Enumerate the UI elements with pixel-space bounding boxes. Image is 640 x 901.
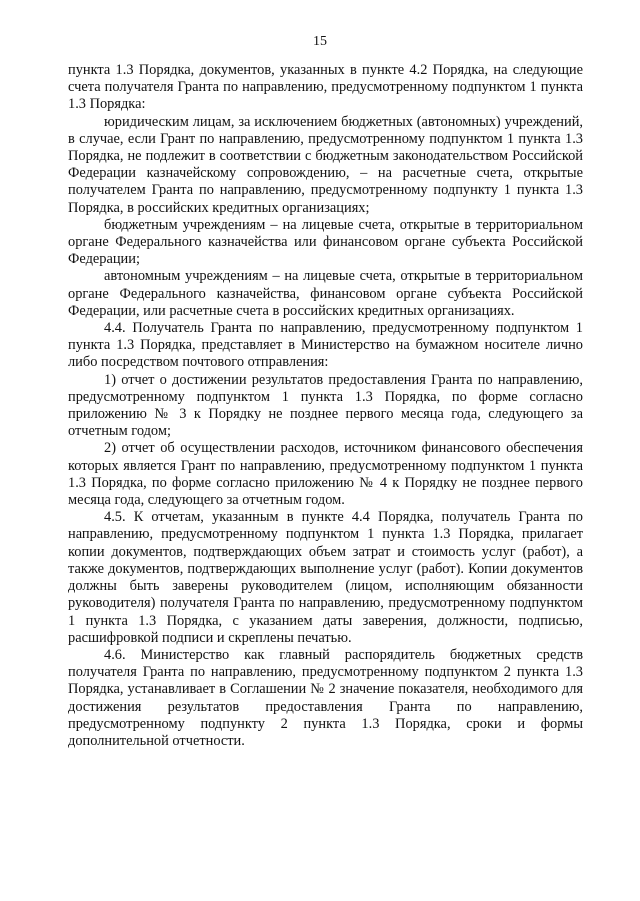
paragraph-budget-institutions: бюджетным учреждениям – на лицевые счета, открытые в территориальном органе Федерального казначейства или финансовом органе субъекта Российской Федерации; [68, 216, 583, 268]
paragraph-4-5: 4.5. К отчетам, указанным в пункте 4.4 Порядка, получатель Гранта по направлению, предусмотренному подпунктом 1 пункта 1.3 Порядка, прилагает копии документов, подтверждающих объем затрат и стоимость услуг (работ), а также документов, подтверждающих выполнение услуг (работ). Копии документов должны быть заверены руководителем (лицом, исполняющим обязанности руководителя) получателя Гранта по направлению, предусмотренному подпунктом 1 пункта 1.3 Порядка, с указанием даты заверения, должности, подписью, расшифровкой подписи и скреплены печатью. [68, 509, 583, 646]
paragraph-4-4: 4.4. Получатель Гранта по направлению, предусмотренному подпунктом 1 пункта 1.3 Порядка, представляет в Министерство на бумажном носителе лично либо посредством почтового отправления: [68, 320, 583, 371]
page-number: 15 [313, 34, 327, 49]
paragraph-4-6: 4.6. Министерство как главный распорядитель бюджетных средств получателя Гранта по направлению, предусмотренному подпунктом 2 пункта 1.3 Порядка, устанавливает в Соглашении № 2 значение показателя, необходимого для достижения результатов предоставления Гранта по направлению, предусмотренному подпункту 2 пункта 1.3 Порядка, сроки и формы дополнительной отчетности. [68, 646, 583, 749]
paragraph-4-4-item-2: 2) отчет об осуществлении расходов, источником финансового обеспечения которых является Грант по направлению, предусмотренному подпунктом 1 пункта 1.3 Порядка, по форме согласно приложению № 4 к Порядку не позднее первого месяца года, следующего за отчетным годом. [68, 440, 583, 509]
document-body [68, 62, 583, 750]
paragraph-4-4-item-1: 1) отчет о достижении результатов предоставления Гранта по направлению, предусмотренному подпунктом 1 пункта 1.3 Порядка, по форме согласно приложению № 3 к Порядку не позднее первого месяца года, следующего за отчетным годом; [68, 371, 583, 440]
paragraph-intro: пункта 1.3 Порядка, документов, указанных в пункте 4.2 Порядка, на следующие счета получателя Гранта по направлению, предусмотренному подпунктом 1 пункта 1.3 Порядка: [68, 62, 583, 113]
paragraph-legal-entities: юридическим лицам, за исключением бюджетных (автономных) учреждений, в случае, если Грант по направлению, предусмотренному подпунктом 1 пункта 1.3 Порядка, не подлежит в соответствии с бюджетным законодательством Российской Федерации казначейскому сопровождению, – на расчетные счета, открытые получателем Гранта по направлению, предусмотренному подпункту 1 пункта 1.3 Порядка, в российских кредитных организациях; [68, 113, 583, 216]
paragraph-autonomous-institutions: автономным учреждениям – на лицевые счета, открытые в территориальном органе Федерального казначейства, финансовом органе субъекта Российской Федерации, или расчетные счета в российских кредитных организациях. [68, 268, 583, 319]
